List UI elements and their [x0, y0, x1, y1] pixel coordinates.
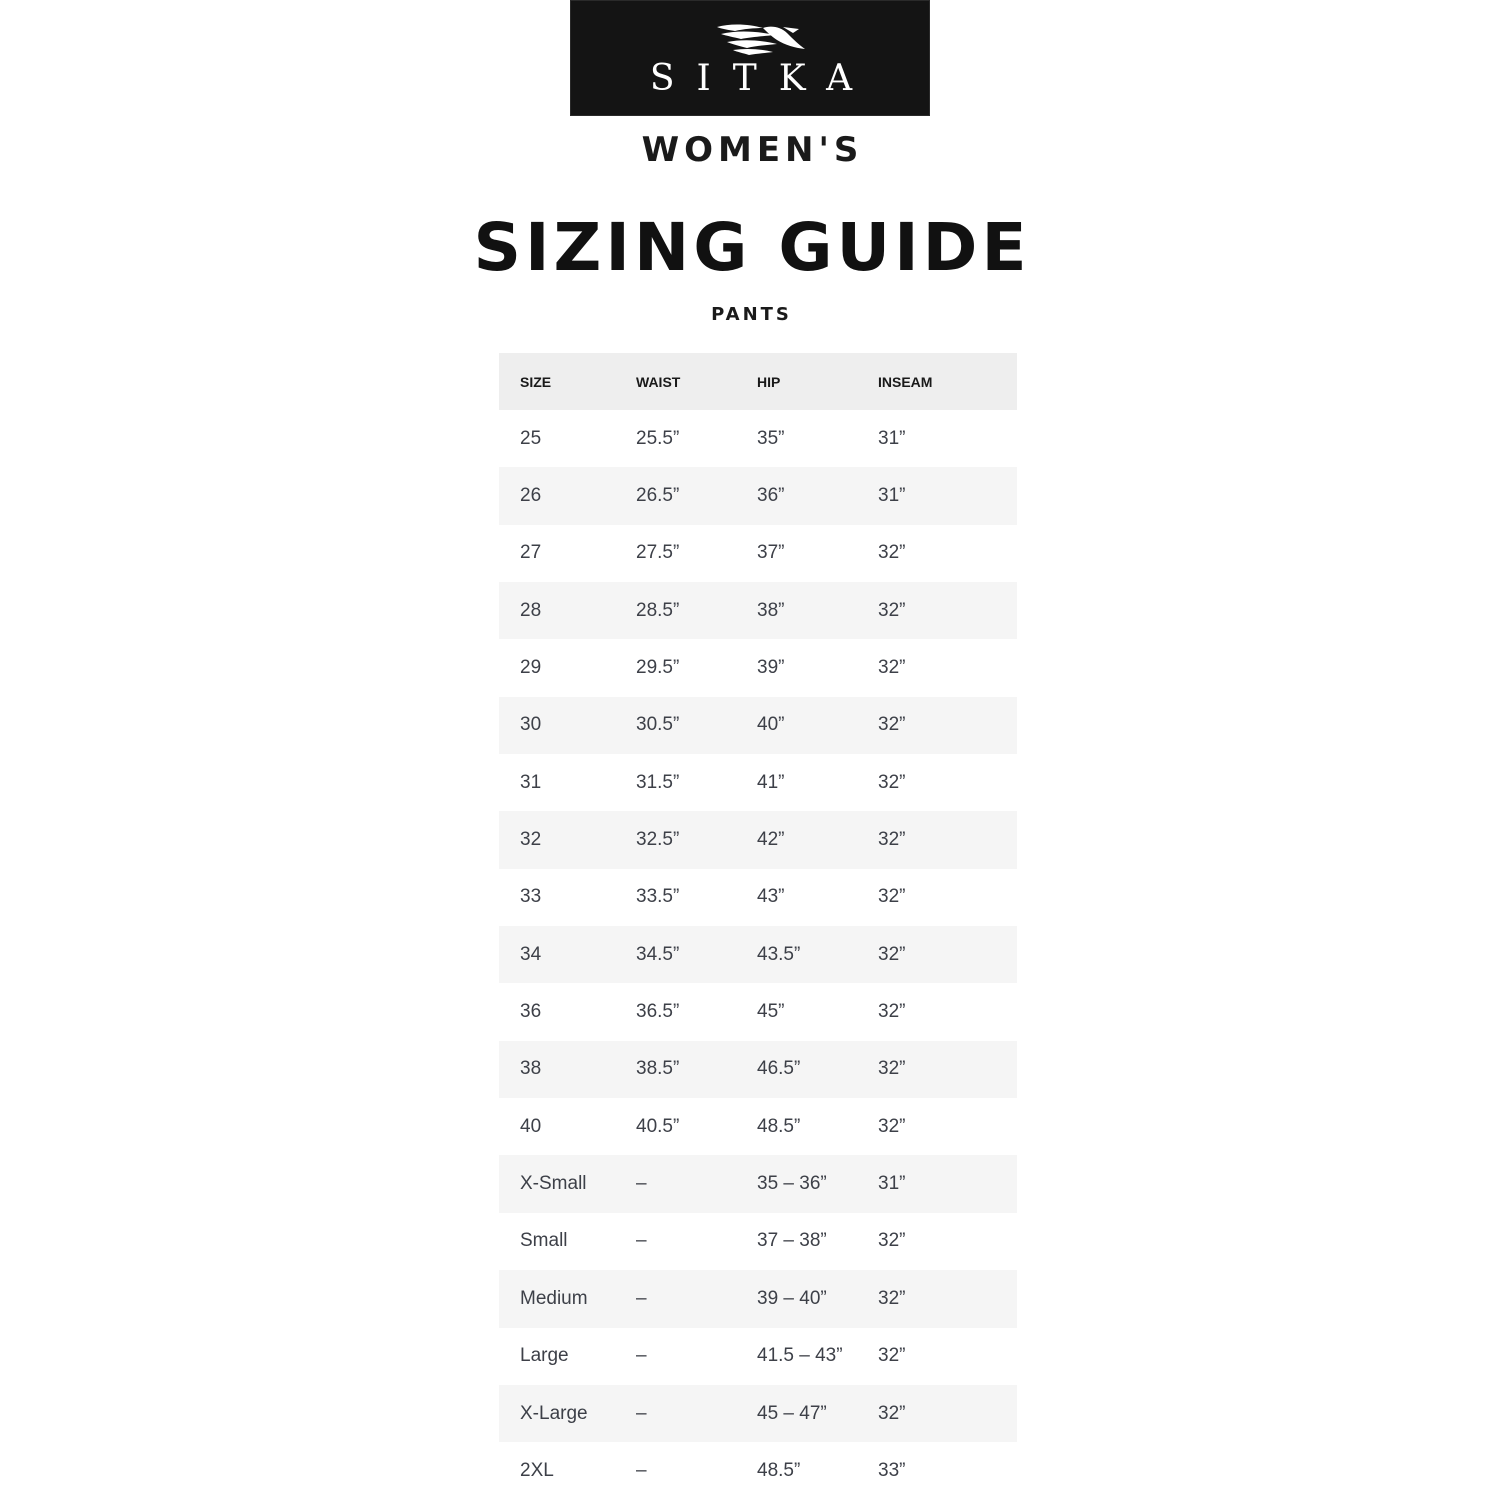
table-row: [499, 1213, 1017, 1270]
waist-cell: –: [636, 1459, 647, 1481]
waist-cell: –: [636, 1402, 647, 1424]
table-row: [499, 1098, 1017, 1155]
category-label: WOMEN'S: [641, 130, 864, 170]
hip-cell: 41.5 – 43”: [757, 1345, 843, 1367]
size-cell: 38: [520, 1058, 542, 1080]
table-row: [499, 525, 1017, 582]
size-cell: 25: [520, 427, 542, 449]
inseam-cell: 31”: [878, 427, 906, 449]
waist-cell: –: [636, 1345, 647, 1367]
table-row: [499, 1442, 1017, 1499]
table-row: [499, 811, 1017, 868]
table-header-row: [499, 353, 1017, 410]
waist-cell: 31.5”: [636, 771, 680, 793]
size-cell: 26: [520, 485, 542, 507]
inseam-cell: 32”: [878, 829, 906, 851]
hip-cell: 39”: [757, 657, 785, 679]
table-row: [499, 869, 1017, 926]
inseam-cell: 32”: [878, 1001, 906, 1023]
table-row: [499, 697, 1017, 754]
hip-cell: 37 – 38”: [757, 1230, 827, 1252]
waist-cell: –: [636, 1230, 647, 1252]
hip-cell: 41”: [757, 771, 785, 793]
hip-cell: 38”: [757, 599, 785, 621]
waist-cell: –: [636, 1173, 647, 1195]
size-cell: Medium: [520, 1287, 588, 1309]
size-cell: 33: [520, 886, 542, 908]
waist-cell: 27.5”: [636, 542, 680, 564]
size-cell: 2XL: [520, 1459, 554, 1481]
size-cell: 31: [520, 771, 542, 793]
waist-cell: 36.5”: [636, 1001, 680, 1023]
page-title: SIZING GUIDE: [473, 209, 1031, 286]
table-row: [499, 582, 1017, 639]
hip-cell: 40”: [757, 714, 785, 736]
size-cell: X-Small: [520, 1173, 587, 1195]
sitka-bird-logo-icon: [571, 19, 931, 57]
waist-cell: 26.5”: [636, 485, 680, 507]
inseam-cell: 32”: [878, 657, 906, 679]
size-cell: Small: [520, 1230, 568, 1252]
size-cell: 29: [520, 657, 542, 679]
table-row: [499, 1328, 1017, 1385]
waist-cell: 34.5”: [636, 943, 680, 965]
waist-cell: –: [636, 1287, 647, 1309]
size-cell: X-Large: [520, 1402, 588, 1424]
table-row: [499, 467, 1017, 524]
waist-cell: 33.5”: [636, 886, 680, 908]
column-header-size: SIZE: [520, 373, 552, 390]
table-row: [499, 983, 1017, 1040]
inseam-cell: 32”: [878, 1058, 906, 1080]
waist-cell: 25.5”: [636, 427, 680, 449]
inseam-cell: 32”: [878, 542, 906, 564]
size-cell: 34: [520, 943, 542, 965]
hip-cell: 48.5”: [757, 1115, 801, 1137]
size-cell: 40: [520, 1115, 542, 1137]
size-cell: Large: [520, 1345, 569, 1367]
inseam-cell: 32”: [878, 1345, 906, 1367]
sizing-table: [499, 353, 1017, 1500]
waist-cell: 29.5”: [636, 657, 680, 679]
table-row: [499, 1155, 1017, 1212]
hip-cell: 37”: [757, 542, 785, 564]
waist-cell: 30.5”: [636, 714, 680, 736]
hip-cell: 43.5”: [757, 943, 801, 965]
hip-cell: 42”: [757, 829, 785, 851]
hip-cell: 35 – 36”: [757, 1173, 827, 1195]
table-row: [499, 754, 1017, 811]
hip-cell: 46.5”: [757, 1058, 801, 1080]
column-header-inseam: INSEAM: [878, 373, 933, 390]
hip-cell: 43”: [757, 886, 785, 908]
inseam-cell: 32”: [878, 771, 906, 793]
waist-cell: 40.5”: [636, 1115, 680, 1137]
size-cell: 36: [520, 1001, 542, 1023]
inseam-cell: 32”: [878, 599, 906, 621]
table-row: [499, 1041, 1017, 1098]
hip-cell: 45”: [757, 1001, 785, 1023]
waist-cell: 32.5”: [636, 829, 680, 851]
inseam-cell: 32”: [878, 1402, 906, 1424]
size-cell: 27: [520, 542, 542, 564]
brand-wordmark: SITKA: [649, 58, 875, 99]
column-header-hip: HIP: [757, 373, 781, 390]
inseam-cell: 32”: [878, 1287, 906, 1309]
hip-cell: 48.5”: [757, 1459, 801, 1481]
hip-cell: 39 – 40”: [757, 1287, 827, 1309]
inseam-cell: 31”: [878, 1173, 906, 1195]
table-row: [499, 1385, 1017, 1442]
table-row: [499, 1270, 1017, 1327]
hip-cell: 35”: [757, 427, 785, 449]
inseam-cell: 32”: [878, 943, 906, 965]
page-subtitle: PANTS: [711, 304, 792, 325]
hip-cell: 36”: [757, 485, 785, 507]
size-cell: 28: [520, 599, 542, 621]
inseam-cell: 32”: [878, 714, 906, 736]
table-row: [499, 639, 1017, 696]
inseam-cell: 32”: [878, 1230, 906, 1252]
size-cell: 32: [520, 829, 542, 851]
waist-cell: 28.5”: [636, 599, 680, 621]
size-cell: 30: [520, 714, 542, 736]
table-row: [499, 410, 1017, 467]
waist-cell: 38.5”: [636, 1058, 680, 1080]
inseam-cell: 31”: [878, 485, 906, 507]
inseam-cell: 32”: [878, 886, 906, 908]
inseam-cell: 32”: [878, 1115, 906, 1137]
inseam-cell: 33”: [878, 1459, 906, 1481]
column-header-waist: WAIST: [636, 373, 681, 390]
table-row: [499, 926, 1017, 983]
brand-logo: [570, 0, 930, 116]
hip-cell: 45 – 47”: [757, 1402, 827, 1424]
